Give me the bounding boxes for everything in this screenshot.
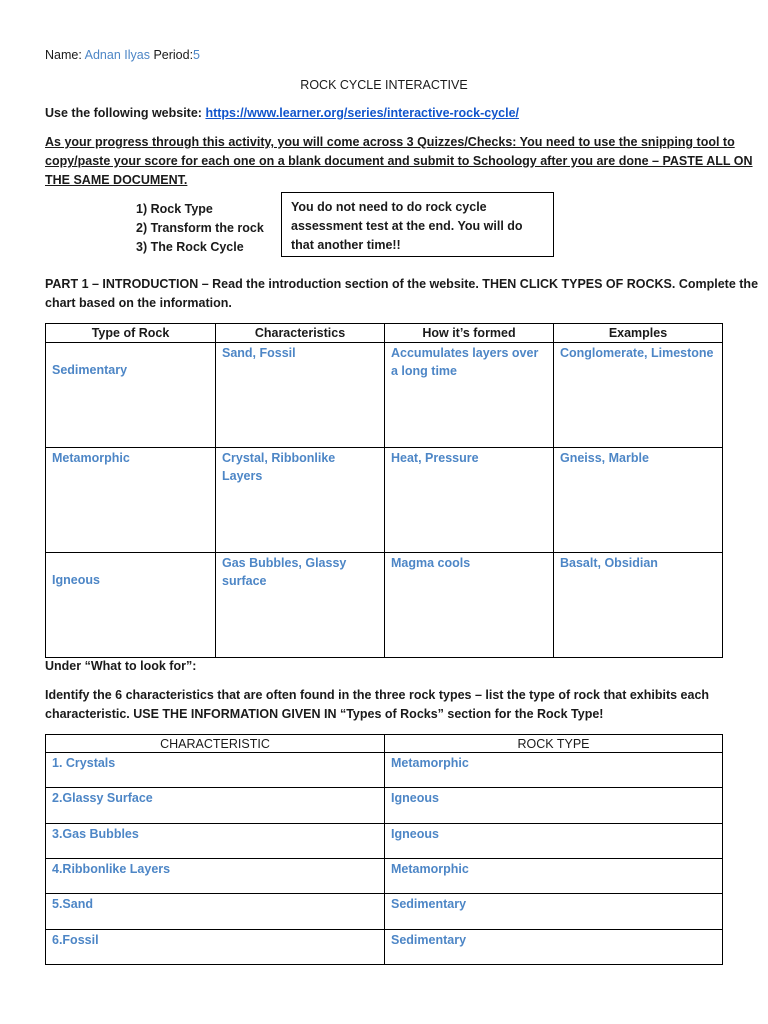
characteristic-cell[interactable]: 1. Crystals bbox=[46, 753, 385, 788]
formed-cell[interactable]: Heat, Pressure bbox=[385, 448, 554, 553]
rock-type-table bbox=[45, 323, 723, 658]
note-line-2: assessment test at the end. You will do bbox=[291, 219, 523, 233]
characteristics-cell[interactable]: Sand, Fossil bbox=[216, 343, 385, 448]
rock-type-answer-cell[interactable]: Metamorphic bbox=[385, 859, 723, 894]
student-header bbox=[45, 46, 200, 65]
table-row bbox=[46, 824, 723, 859]
table-row bbox=[46, 894, 723, 930]
rock-type-text: Sedimentary bbox=[52, 363, 128, 377]
table-row bbox=[46, 859, 723, 894]
table-row bbox=[46, 753, 723, 788]
formed-cell[interactable]: Accumulates layers over a long time bbox=[385, 343, 554, 448]
instruction-line-1: As your progress through this activity, you will come across 3 Quizzes/Checks: You need to use the snipping tool to bbox=[45, 135, 735, 149]
part1-line-1: PART 1 – INTRODUCTION – Read the introduction section of the website. THEN CLICK TYPES OF ROCKS. Complete the bbox=[45, 277, 759, 291]
characteristics-cell[interactable]: Crystal, Ribbonlike Layers bbox=[216, 448, 385, 553]
table-row bbox=[46, 930, 723, 965]
part1-line-2: chart based on the information. bbox=[45, 296, 232, 310]
period-label: Period: bbox=[153, 48, 194, 62]
rock-table-header-row bbox=[46, 324, 723, 343]
period-value: 5 bbox=[193, 48, 200, 62]
header-examples: Examples bbox=[554, 324, 723, 343]
examples-cell[interactable]: Gneiss, Marble bbox=[554, 448, 723, 553]
instruction-line-3: THE SAME DOCUMENT. bbox=[45, 173, 188, 187]
char-table-header-row bbox=[46, 735, 723, 753]
table-row bbox=[46, 788, 723, 824]
header-characteristics: Characteristics bbox=[216, 324, 385, 343]
name-value: Adnan Ilyas bbox=[84, 48, 150, 62]
note-line-3: that another time!! bbox=[291, 238, 401, 252]
table-row bbox=[46, 553, 723, 658]
characteristic-cell[interactable]: 2.Glassy Surface bbox=[46, 788, 385, 824]
quiz-list-item-3: 3) The Rock Cycle bbox=[136, 240, 244, 254]
identify-line-1: Identify the 6 characteristics that are often found in the three rock types – list the type of rock that exhibits each bbox=[45, 688, 710, 702]
header-how-formed: How it’s formed bbox=[385, 324, 554, 343]
note-box bbox=[281, 192, 554, 257]
characteristic-cell[interactable]: 3.Gas Bubbles bbox=[46, 824, 385, 859]
table-row bbox=[46, 448, 723, 553]
header-rock-type: ROCK TYPE bbox=[385, 735, 723, 753]
rock-type-answer-cell[interactable]: Igneous bbox=[385, 788, 723, 824]
under-label: Under “What to look for”: bbox=[45, 659, 197, 673]
rock-type-cell[interactable] bbox=[46, 343, 216, 448]
rock-type-answer-cell[interactable]: Sedimentary bbox=[385, 894, 723, 930]
instruction-line-2: copy/paste your score for each one on a blank document and submit to Schoology after you are done – PASTE ALL ON bbox=[45, 154, 753, 168]
quiz-list-item-2: 2) Transform the rock bbox=[136, 221, 264, 235]
examples-cell[interactable]: Basalt, Obsidian bbox=[554, 553, 723, 658]
examples-cell[interactable]: Conglomerate, Limestone bbox=[554, 343, 723, 448]
note-line-1: You do not need to do rock cycle bbox=[291, 200, 487, 214]
website-line bbox=[45, 104, 519, 123]
header-type-of-rock: Type of Rock bbox=[46, 324, 216, 343]
rock-type-cell[interactable]: Metamorphic bbox=[46, 448, 216, 553]
characteristic-table bbox=[45, 734, 723, 965]
table-row bbox=[46, 343, 723, 448]
website-label: Use the following website: bbox=[45, 106, 202, 120]
rock-type-answer-cell[interactable]: Sedimentary bbox=[385, 930, 723, 965]
identify-line-2: characteristic. USE THE INFORMATION GIVEN IN “Types of Rocks” section for the Rock Type! bbox=[45, 707, 604, 721]
formed-cell[interactable]: Magma cools bbox=[385, 553, 554, 658]
header-characteristic: CHARACTERISTIC bbox=[46, 735, 385, 753]
name-label: Name: bbox=[45, 48, 82, 62]
characteristic-cell[interactable]: 6.Fossil bbox=[46, 930, 385, 965]
characteristic-cell[interactable]: 4.Ribbonlike Layers bbox=[46, 859, 385, 894]
quiz-list-item-1: 1) Rock Type bbox=[136, 202, 213, 216]
page-title: ROCK CYCLE INTERACTIVE bbox=[300, 78, 468, 92]
rock-type-text: Igneous bbox=[52, 573, 100, 587]
characteristics-cell[interactable]: Gas Bubbles, Glassy surface bbox=[216, 553, 385, 658]
characteristic-cell[interactable]: 5.Sand bbox=[46, 894, 385, 930]
rock-type-cell[interactable] bbox=[46, 553, 216, 658]
website-link[interactable]: https://www.learner.org/series/interactive-rock-cycle/ bbox=[205, 106, 520, 120]
rock-type-answer-cell[interactable]: Igneous bbox=[385, 824, 723, 859]
rock-type-answer-cell[interactable]: Metamorphic bbox=[385, 753, 723, 788]
